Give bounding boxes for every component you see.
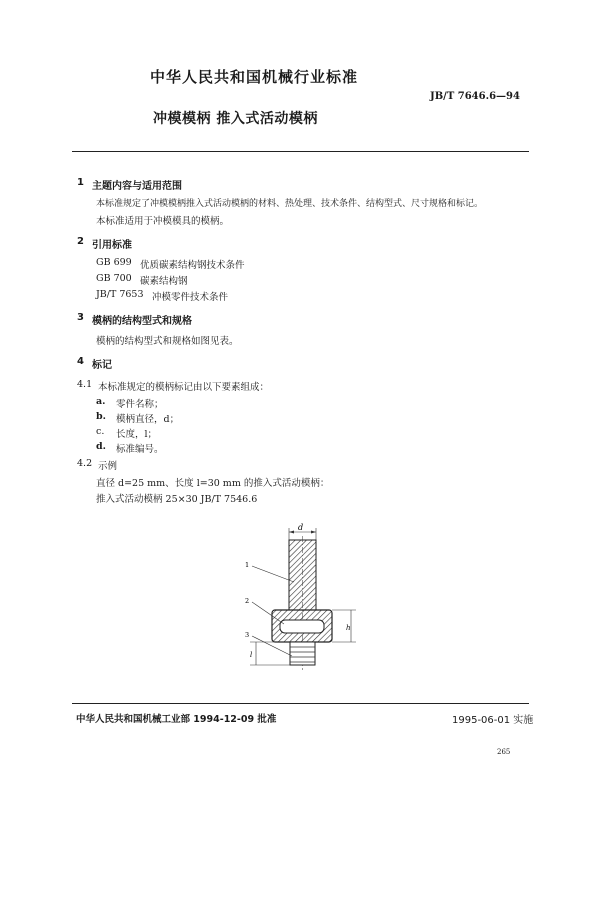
list-item-text: 长度，l；	[116, 429, 158, 440]
reference-code: GB 699	[96, 257, 132, 268]
reference-name: 冲模零件技术条件	[152, 292, 229, 303]
dim-d-label: d	[298, 523, 304, 532]
die-shank-drawing	[230, 520, 370, 680]
list-item-text: 标准编号。	[116, 444, 164, 455]
list-item-text: 模柄直径，d；	[116, 414, 180, 425]
list-item-mark: d.	[96, 441, 106, 452]
page-number: 265	[497, 748, 511, 756]
section-3-heading: 模柄的结构型式和规格	[92, 316, 192, 327]
document-title: 冲模模柄 推入式活动模柄	[153, 111, 318, 127]
organization-title: 中华人民共和国机械行业标准	[150, 68, 359, 86]
section-4-2-text: 示例	[98, 461, 118, 472]
dim-l-label: l	[250, 651, 253, 659]
section-2-number: 2	[77, 236, 84, 247]
section-1-paragraph-2: 本标准适用于冲模模具的模柄。	[96, 216, 230, 227]
list-item-text: 零件名称；	[116, 399, 164, 410]
leader-line-1	[252, 566, 294, 582]
approval-statement: 中华人民共和国机械工业部 1994-12-09 批准	[76, 714, 277, 725]
callout-1: 1	[245, 561, 250, 569]
section-4-heading: 标记	[92, 360, 112, 371]
dim-d-arrow-left	[289, 531, 294, 534]
example-line-1: 直径 d=25 mm、长度 l=30 mm 的推入式活动模柄：	[96, 478, 330, 489]
list-item-mark: c.	[96, 426, 105, 437]
section-4-number: 4	[77, 356, 84, 367]
section-3-number: 3	[77, 312, 84, 323]
header-rule	[72, 151, 529, 152]
section-4-1-number: 4.1	[77, 379, 93, 390]
implementation-date: 1995-06-01 实施	[452, 715, 534, 726]
callout-2: 2	[245, 597, 250, 605]
reference-name: 优质碳素结构钢技术条件	[140, 260, 245, 271]
section-4-1-text: 本标准规定的模柄标记由以下要素组成：	[98, 382, 270, 393]
reference-name: 碳素结构钢	[140, 276, 188, 287]
example-line-2: 推入式活动模柄 25×30 JB/T 7546.6	[96, 494, 258, 505]
footer-rule	[72, 703, 529, 704]
section-1-paragraph-1: 本标准规定了冲模模柄推入式活动模柄的材料、热处理、技术条件、结构型式、尺寸规格和标记。	[96, 199, 484, 209]
callout-3: 3	[245, 631, 250, 639]
section-2-heading: 引用标准	[92, 240, 132, 251]
reference-code: JB/T 7653	[96, 289, 144, 300]
dim-h-label: h	[346, 624, 351, 632]
reference-code: GB 700	[96, 273, 132, 284]
section-1-heading: 主题内容与适用范围	[92, 181, 182, 192]
section-4-2-number: 4.2	[77, 458, 93, 469]
dim-d-arrow-right	[311, 531, 316, 534]
standard-code: JB/T 7646.6—94	[430, 91, 520, 102]
threaded-stud	[290, 642, 315, 665]
list-item-mark: b.	[96, 411, 106, 422]
list-item-mark: a.	[96, 396, 106, 407]
flange-groove	[280, 620, 324, 633]
section-1-number: 1	[77, 177, 84, 188]
section-3-paragraph: 模柄的结构型式和规格如图见表。	[96, 336, 239, 347]
